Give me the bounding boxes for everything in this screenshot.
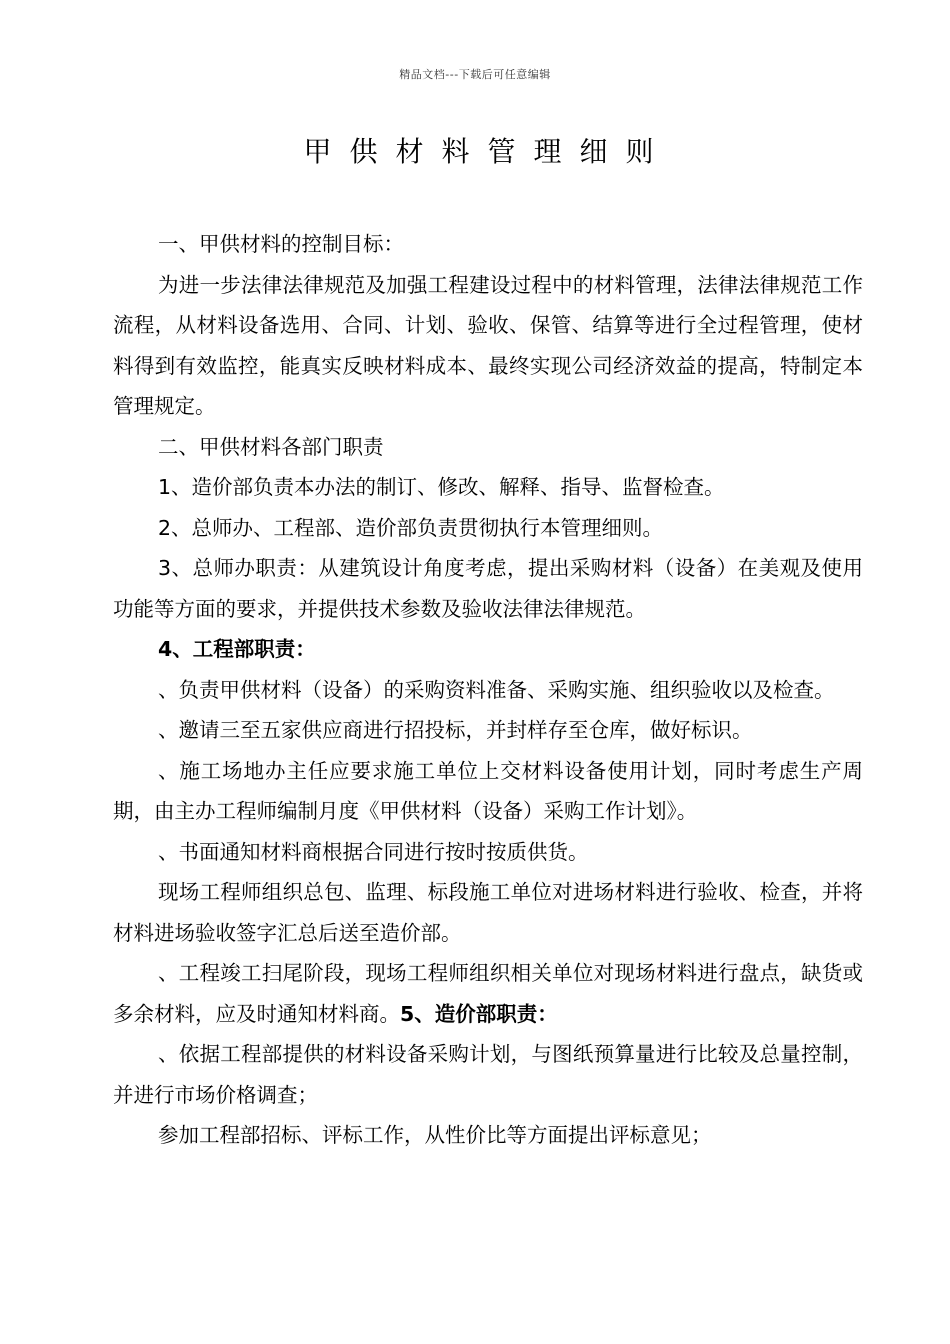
- paragraph-cost-duty-2: 参加工程部招标、评标工作，从性价比等方面提出评标意见；: [158, 1123, 712, 1147]
- paragraph-item-2: 2、总师办、工程部、造价部负责贯彻执行本管理细则。: [158, 515, 664, 540]
- paragraph-purpose: 为进一步法律法律规范及加强工程建设过程中的材料管理，法律法律规范工作流程，从材料设备选用、合同、计划、验收、保管、结算等进行全过程管理，使材料得到有效监控，能真实反映材料成本、最终实现公司经济效益的提高，特制定本管理规定。: [113, 272, 863, 418]
- paragraph-duty-1: 、负责甲供材料（设备）的采购资料准备、采购实施、组织验收以及检查。: [158, 677, 835, 702]
- paragraph-cost-duty-1: 、依据工程部提供的材料设备采购计划，与图纸预算量进行比较及总量控制，并进行市场价格调查；: [113, 1042, 863, 1107]
- section-heading-1: 一、甲供材料的控制目标：: [158, 232, 404, 256]
- paragraph-item-3: 3、总师办职责：从建筑设计角度考虑，提出采购材料（设备）在美观及使用功能等方面的要求，并提供技术参数及验收法律法律规范。: [113, 556, 863, 621]
- paragraph-duty-2: 、邀请三至五家供应商进行招投标，并封样存至仓库，做好标识。: [158, 718, 753, 742]
- section-heading-2: 二、甲供材料各部门职责: [158, 434, 384, 459]
- subsection-heading-5: 5、造价部职责：: [400, 1001, 558, 1026]
- document-body: [113, 224, 863, 1156]
- paragraph-duty-6-text: 、工程竣工扫尾阶段，现场工程师组织相关单位对现场材料进行盘点，缺货或多余材料，应及时通知材料商。: [113, 961, 863, 1026]
- paragraph-duty-3: 、施工场地办主任应要求施工单位上交材料设备使用计划，同时考虑生产周期，由主办工程师编制月度《甲供材料（设备）采购工作计划》。: [113, 758, 863, 823]
- paragraph-item-1: 1、造价部负责本办法的制订、修改、解释、指导、监督检查。: [158, 475, 725, 499]
- paragraph-duty-6: [113, 953, 863, 1034]
- paragraph-duty-5: 现场工程师组织总包、监理、标段施工单位对进场材料进行验收、检查，并将材料进场验收签字汇总后送至造价部。: [113, 880, 863, 945]
- document-title: 甲供材料管理细则: [303, 135, 672, 168]
- subsection-heading-4: 4、工程部职责：: [158, 637, 316, 661]
- paragraph-duty-4: 、书面通知材料商根据合同进行按时按质供货。: [158, 839, 589, 864]
- header-note: 精品文档---下载后可任意编辑: [399, 68, 551, 81]
